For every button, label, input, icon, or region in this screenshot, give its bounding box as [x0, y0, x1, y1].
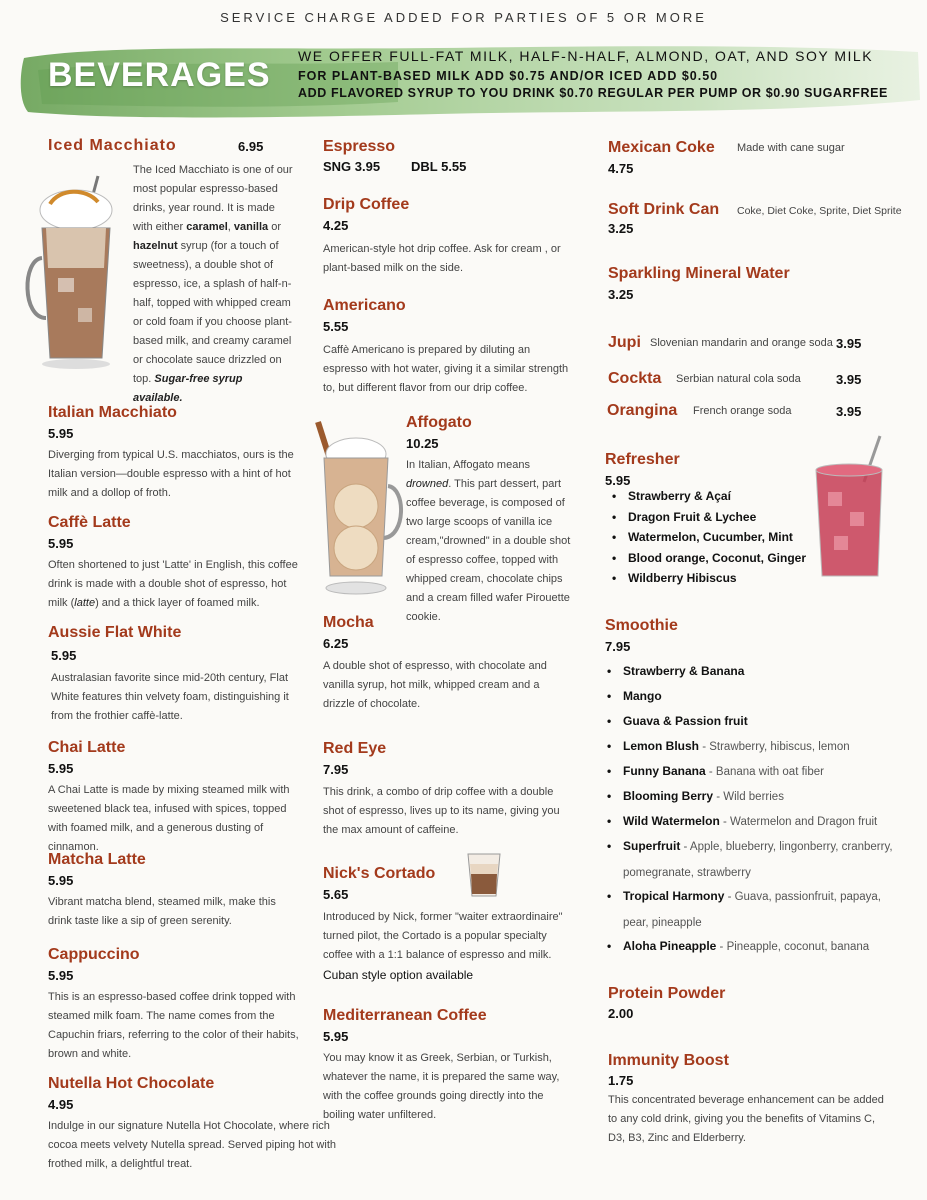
list-item: • Strawberry & Açaí: [608, 486, 806, 507]
drip-coffee-description: American-style hot drip coffee. Ask for cream , or plant-based milk on the side.: [323, 243, 561, 274]
red-eye-description: This drink, a combo of drip coffee with a double shot of espresso, lives up to its name, giving you the max amount of caffeine.: [323, 786, 560, 836]
list-item: • Strawberry & Banana: [603, 659, 903, 684]
cappuccino-name: Cappuccino: [48, 946, 140, 963]
cortado-description: Introduced by Nick, former "waiter extraordinaire" turned pilot, the Cortado is a popular specialty coffee with a 1:1 balance of espresso and milk.: [323, 911, 563, 961]
refresher-name: Refresher: [605, 451, 680, 468]
immunity-boost-price: 1.75: [608, 1073, 634, 1088]
mediterranean-description: You may know it as Greek, Serbian, or Turkish, whatever the name, it is prepared the same way, with the coffee grounds going directly into the boiling water unfiltered.: [323, 1052, 560, 1121]
flat-white-description: Australasian favorite since mid-20th century, Flat White features thin velvety foam, distinguishing it from the frothier caffè-latte.: [51, 672, 289, 722]
smoothie-list: [603, 659, 903, 959]
list-item: • Watermelon, Cucumber, Mint: [608, 527, 806, 548]
soft-drink-price: 3.25: [608, 221, 634, 236]
iced-macchiato-name: Iced Macchiato: [48, 137, 177, 154]
chai-latte-description: A Chai Latte is made by mixing steamed milk with sweetened black tea, infused with spices, topped with foamed milk, and a generous dusting of cinnamon.: [48, 784, 290, 853]
iced-macchiato-illustration: [16, 168, 126, 373]
espresso-double-price: DBL 5.55: [411, 159, 467, 174]
orangina-name: Orangina: [607, 402, 678, 419]
mediterranean-price: 5.95: [323, 1029, 349, 1044]
affogato-name: Affogato: [406, 414, 472, 431]
americano-price: 5.55: [323, 319, 349, 334]
cortado-illustration: [464, 850, 504, 900]
italian-macchiato-name: Italian Macchiato: [48, 404, 177, 421]
list-item: • Wild Watermelon - Watermelon and Dragon fruit: [603, 809, 903, 834]
refresher-price: 5.95: [605, 473, 631, 488]
sparkling-water-price: 3.25: [608, 287, 634, 302]
affogato-description: In Italian, Affogato means drowned. This part dessert, part coffee beverage, is composed of two large scoops of vanilla ice cream,"drowned" in a double shot of espresso coffee, topped with whipped cream, chocolate chips and a cream filled wafer Pirouette cookie.: [406, 459, 571, 623]
cockta-description: Serbian natural cola soda: [676, 373, 801, 385]
caffe-latte-description: Often shortened to just 'Latte' in English, this coffee drink is made with a double shot of espresso, hot milk (latte) and a thick layer of foamed milk.: [48, 559, 298, 609]
nutella-price: 4.95: [48, 1097, 74, 1112]
jupi-description: Slovenian mandarin and orange soda: [650, 337, 833, 349]
mexican-coke-name: Mexican Coke: [608, 139, 715, 156]
smoothie-name: Smoothie: [605, 617, 678, 634]
cockta-name: Cockta: [608, 370, 662, 387]
sugar-free-note: Sugar-free syrup available.: [133, 373, 243, 404]
list-item: • Wildberry Hibiscus: [608, 568, 806, 589]
flat-white-name: Aussie Flat White: [48, 624, 182, 641]
affogato-price: 10.25: [406, 436, 439, 451]
iced-macchiato-description: The Iced Macchiato is one of our most popular espresso-based drinks, year round. It is made with either caramel, vanilla or hazelnut syrup (for a touch of sweetness), a double shot of espresso, ice, a splash of half-n-half, topped with whipped cream or cold foam if you choose plant-based milk, and creamy caramel or chocolate sauce drizzled on top. Sugar-free syrup available.: [133, 164, 293, 404]
list-item: • Blood orange, Coconut, Ginger: [608, 548, 806, 569]
red-eye-price: 7.95: [323, 762, 349, 777]
italian-macchiato-price: 5.95: [48, 426, 74, 441]
red-eye-name: Red Eye: [323, 740, 387, 757]
affogato-illustration: [312, 416, 404, 601]
immunity-boost-description: This concentrated beverage enhancement can be added to any cold drink, giving you the benefits of Vitamins C, D3, B3, Zinc and Elderberry.: [608, 1094, 884, 1144]
page-title: BEVERAGES: [48, 56, 271, 94]
mexican-coke-description: Made with cane sugar: [737, 142, 845, 154]
soft-drink-name: Soft Drink Can: [608, 201, 720, 218]
jupi-price: 3.95: [836, 336, 862, 351]
mocha-description: A double shot of espresso, with chocolate and vanilla syrup, hot milk, whipped cream and a drizzle of chocolate.: [323, 660, 547, 710]
list-item: • Blooming Berry - Wild berries: [603, 784, 903, 809]
list-item: • Guava & Passion fruit: [603, 709, 903, 734]
cappuccino-description: This is an espresso-based coffee drink topped with steamed milk foam. The name comes from the Capuchin friars, referring to the color of their habits, brown and white.: [48, 991, 299, 1060]
cappuccino-price: 5.95: [48, 968, 74, 983]
plant-milk-note: FOR PLANT-BASED MILK ADD $0.75 AND/OR ICED ADD $0.50: [298, 69, 719, 83]
americano-name: Americano: [323, 297, 406, 314]
drip-coffee-name: Drip Coffee: [323, 196, 410, 213]
caffe-latte-price: 5.95: [48, 536, 74, 551]
italian-macchiato-description: Diverging from typical U.S. macchiatos, ours is the Italian version—double espresso with a hint of hot milk and a dollop of froth.: [48, 449, 294, 499]
list-item: • Aloha Pineapple - Pineapple, coconut, banana: [603, 934, 903, 959]
mediterranean-name: Mediterranean Coffee: [323, 1007, 487, 1024]
chai-latte-price: 5.95: [48, 761, 74, 776]
chai-latte-name: Chai Latte: [48, 739, 126, 756]
milk-options-note: WE OFFER FULL-FAT MILK, HALF-N-HALF, ALMOND, OAT, AND SOY MILK: [298, 48, 874, 64]
cortado-name: Nick's Cortado: [323, 865, 436, 882]
mocha-name: Mocha: [323, 614, 374, 631]
protein-powder-name: Protein Powder: [608, 985, 726, 1002]
orangina-price: 3.95: [836, 404, 862, 419]
list-item: • Dragon Fruit & Lychee: [608, 507, 806, 528]
list-item: • Tropical Harmony - Guava, passionfruit, papaya, pear, pineapple: [603, 884, 903, 934]
immunity-boost-name: Immunity Boost: [608, 1052, 729, 1069]
list-item: • Lemon Blush - Strawberry, hibiscus, lemon: [603, 734, 903, 759]
soft-drink-description: Coke, Diet Coke, Sprite, Diet Sprite: [737, 205, 902, 217]
flat-white-price: 5.95: [51, 648, 77, 663]
orangina-description: French orange soda: [693, 405, 792, 417]
nutella-name: Nutella Hot Chocolate: [48, 1075, 215, 1092]
iced-macchiato-price: 6.95: [238, 139, 264, 154]
service-charge-note: SERVICE CHARGE ADDED FOR PARTIES OF 5 OR MORE: [220, 10, 707, 25]
espresso-single-price: SNG 3.95: [323, 159, 381, 174]
list-item: • Superfruit - Apple, blueberry, lingonberry, cranberry, pomegranate, strawberry: [603, 834, 903, 884]
nutella-description: Indulge in our signature Nutella Hot Chocolate, where rich cocoa meets velvety Nutella spread. Served piping hot with frothed milk, a delightful treat.: [48, 1120, 336, 1170]
americano-description: Caffè Americano is prepared by diluting an espresso with hot water, giving it a similar strength to, but different flavor from our drip coffee.: [323, 344, 569, 394]
cockta-price: 3.95: [836, 372, 862, 387]
matcha-latte-name: Matcha Latte: [48, 851, 146, 868]
mocha-price: 6.25: [323, 636, 349, 651]
protein-powder-price: 2.00: [608, 1006, 634, 1021]
matcha-latte-description: Vibrant matcha blend, steamed milk, make this drink taste like a sip of green serenity.: [48, 896, 276, 927]
refresher-list: [608, 486, 806, 589]
list-item: • Funny Banana - Banana with oat fiber: [603, 759, 903, 784]
jupi-name: Jupi: [608, 334, 641, 351]
mexican-coke-price: 4.75: [608, 161, 634, 176]
smoothie-price: 7.95: [605, 639, 631, 654]
cortado-price: 5.65: [323, 887, 349, 902]
drip-coffee-price: 4.25: [323, 218, 349, 233]
sparkling-water-name: Sparkling Mineral Water: [608, 265, 790, 282]
cortado-cuban-note: Cuban style option available: [323, 968, 474, 982]
espresso-name: Espresso: [323, 138, 396, 155]
list-item: • Mango: [603, 684, 903, 709]
syrup-note: ADD FLAVORED SYRUP TO YOU DRINK $0.70 REGULAR PER PUMP OR $0.90 SUGARFREE: [298, 86, 888, 100]
caffe-latte-name: Caffè Latte: [48, 514, 131, 531]
matcha-latte-price: 5.95: [48, 873, 74, 888]
refresher-illustration: [808, 432, 888, 584]
